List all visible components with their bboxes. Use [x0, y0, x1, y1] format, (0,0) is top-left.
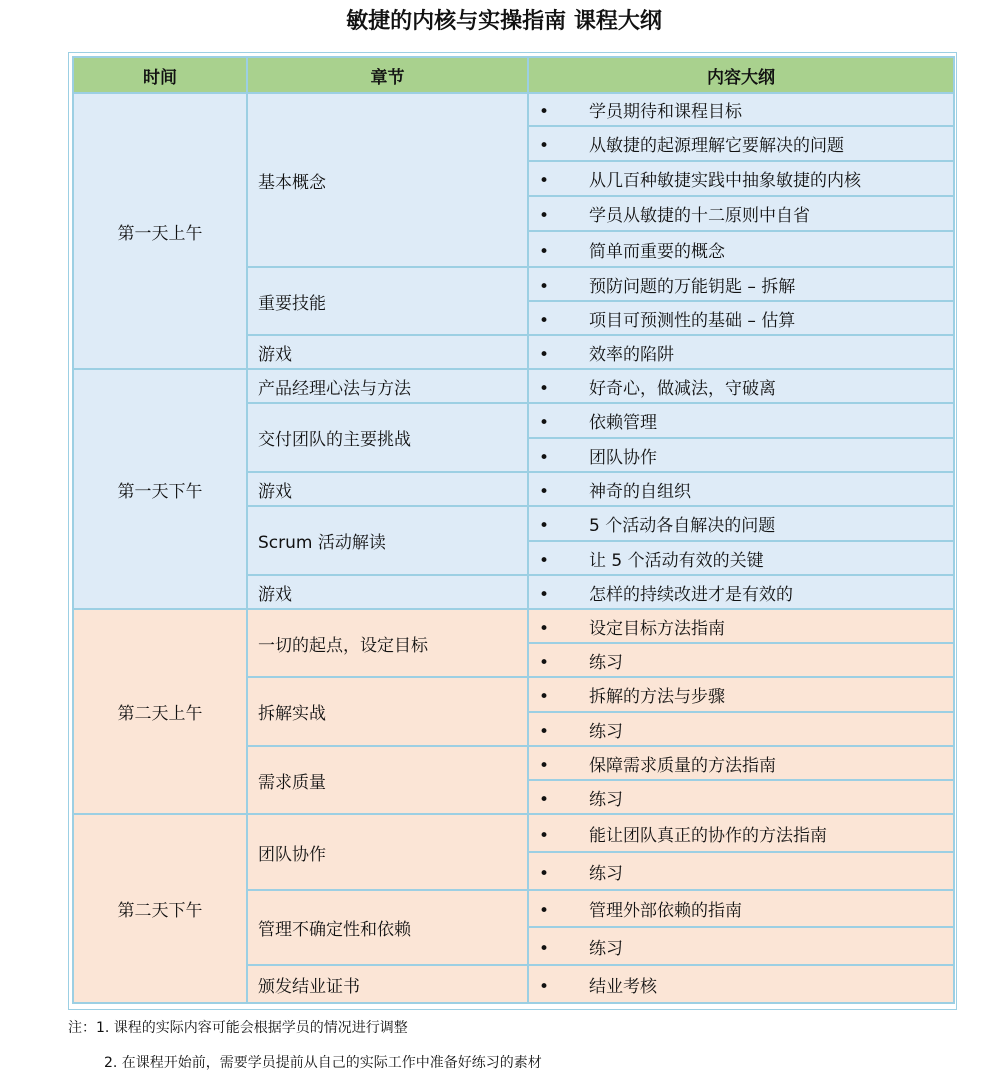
content-item-text: 学员从敏捷的十二原则中自省 [589, 206, 810, 226]
chapter-name: 颁发结业证书 [247, 965, 528, 1003]
content-item [528, 335, 954, 369]
chapter-name: 拆解实战 [247, 677, 528, 746]
page-title: 敏捷的内核与实操指南 课程大纲 [346, 9, 662, 34]
bullet-icon: • [539, 901, 550, 921]
bullet-icon: • [539, 276, 550, 297]
content-item-text: 练习 [589, 789, 623, 810]
header-content: 内容大纲 [528, 57, 954, 93]
bullet-icon: • [539, 447, 550, 468]
content-item-text: 练习 [589, 863, 623, 884]
content-item-text: 预防问题的万能钥匙 – 拆解 [589, 276, 796, 297]
content-item-text: 从几百种敏捷实践中抽象敏捷的内核 [589, 171, 861, 191]
bullet-icon: • [539, 825, 550, 846]
bullet-icon: • [539, 481, 550, 502]
content-item [528, 677, 954, 712]
content-item-text: 能让团队真正的协作的方法指南 [589, 825, 827, 846]
note-2: 2. 在课程开始前，需要学员提前从自己的实际工作中准备好练习的素材 [104, 1055, 542, 1071]
content-item [528, 472, 954, 506]
chapter-name: 重要技能 [247, 267, 528, 335]
content-item [528, 126, 954, 161]
bullet-icon: • [539, 938, 550, 959]
note-1: 注：1. 课程的实际内容可能会根据学员的情况进行调整 [68, 1020, 408, 1036]
content-item-text: 练习 [589, 652, 623, 673]
header-time: 时间 [73, 57, 247, 93]
content-item [528, 746, 954, 780]
content-item-text: 简单而重要的概念 [589, 241, 725, 262]
content-item-text: 效率的陷阱 [589, 344, 674, 365]
content-item-text: 拆解的方法与步骤 [589, 687, 725, 707]
bullet-icon: • [539, 863, 550, 884]
content-item-text: 保障需求质量的方法指南 [589, 755, 776, 776]
chapter-name: 游戏 [247, 472, 528, 506]
session-time: 第二天上午 [73, 609, 247, 814]
content-item [528, 927, 954, 965]
chapter-name: 游戏 [247, 335, 528, 369]
syllabus-table [72, 56, 955, 1004]
content-item [528, 780, 954, 814]
syllabus-body [73, 93, 954, 1003]
content-item [528, 541, 954, 575]
bullet-icon: • [539, 652, 550, 673]
table-row [73, 609, 954, 643]
content-item [528, 403, 954, 438]
chapter-name: 基本概念 [247, 93, 528, 267]
content-item [528, 814, 954, 852]
bullet-icon: • [539, 721, 550, 742]
chapter-name: 交付团队的主要挑战 [247, 403, 528, 472]
session-time: 第一天上午 [73, 93, 247, 369]
content-item-text: 依赖管理 [589, 413, 657, 433]
bullet-icon: • [539, 618, 550, 639]
chapter-name: 团队协作 [247, 814, 528, 890]
table-header-row [73, 57, 954, 93]
content-item-text: 让 5 个活动有效的关键 [589, 550, 764, 571]
content-item [528, 506, 954, 541]
bullet-icon: • [539, 310, 550, 331]
chapter-name: Scrum 活动解读 [247, 506, 528, 575]
session-time: 第一天下午 [73, 369, 247, 609]
content-item [528, 301, 954, 335]
bullet-icon: • [539, 171, 550, 191]
chapter-name: 产品经理心法与方法 [247, 369, 528, 403]
content-item-text: 神奇的自组织 [589, 481, 691, 502]
content-item [528, 890, 954, 927]
content-item [528, 267, 954, 301]
content-item [528, 231, 954, 267]
bullet-icon: • [539, 755, 550, 776]
content-item-text: 从敏捷的起源理解它要解决的问题 [589, 136, 844, 156]
bullet-icon: • [539, 136, 550, 156]
content-item-text: 练习 [589, 721, 623, 742]
content-item-text: 好奇心，做减法，守破离 [589, 378, 776, 399]
content-item [528, 712, 954, 746]
bullet-icon: • [539, 378, 550, 399]
chapter-name: 游戏 [247, 575, 528, 609]
bullet-icon: • [539, 687, 550, 707]
table-row [73, 814, 954, 852]
bullet-icon: • [539, 241, 550, 262]
bullet-icon: • [539, 584, 550, 605]
bullet-icon: • [539, 413, 550, 433]
content-item-text: 怎样的持续改进才是有效的 [589, 584, 793, 605]
content-item [528, 965, 954, 1003]
bullet-icon: • [539, 102, 550, 122]
bullet-icon: • [539, 789, 550, 810]
content-item-text: 结业考核 [589, 976, 657, 997]
chapter-name: 管理不确定性和依赖 [247, 890, 528, 965]
content-item-text: 设定目标方法指南 [589, 618, 725, 639]
content-item-text: 学员期待和课程目标 [589, 102, 742, 122]
bullet-icon: • [539, 550, 550, 571]
content-item [528, 575, 954, 609]
content-item-text: 团队协作 [589, 447, 657, 468]
content-item [528, 438, 954, 472]
bullet-icon: • [539, 516, 550, 536]
chapter-name: 需求质量 [247, 746, 528, 814]
content-item [528, 161, 954, 196]
content-item [528, 643, 954, 677]
bullet-icon: • [539, 206, 550, 226]
content-item-text: 管理外部依赖的指南 [589, 901, 742, 921]
chapter-name: 一切的起点，设定目标 [247, 609, 528, 677]
content-item [528, 93, 954, 126]
content-item-text: 练习 [589, 938, 623, 959]
bullet-icon: • [539, 344, 550, 365]
content-item-text: 5 个活动各自解决的问题 [589, 516, 776, 536]
header-chapter: 章节 [247, 57, 528, 93]
content-item [528, 196, 954, 231]
session-time: 第二天下午 [73, 814, 247, 1003]
content-item [528, 852, 954, 890]
table-row [73, 93, 954, 126]
content-item-text: 项目可预测性的基础 – 估算 [589, 310, 796, 331]
table-row [73, 369, 954, 403]
content-item [528, 369, 954, 403]
content-item [528, 609, 954, 643]
bullet-icon: • [539, 976, 550, 997]
